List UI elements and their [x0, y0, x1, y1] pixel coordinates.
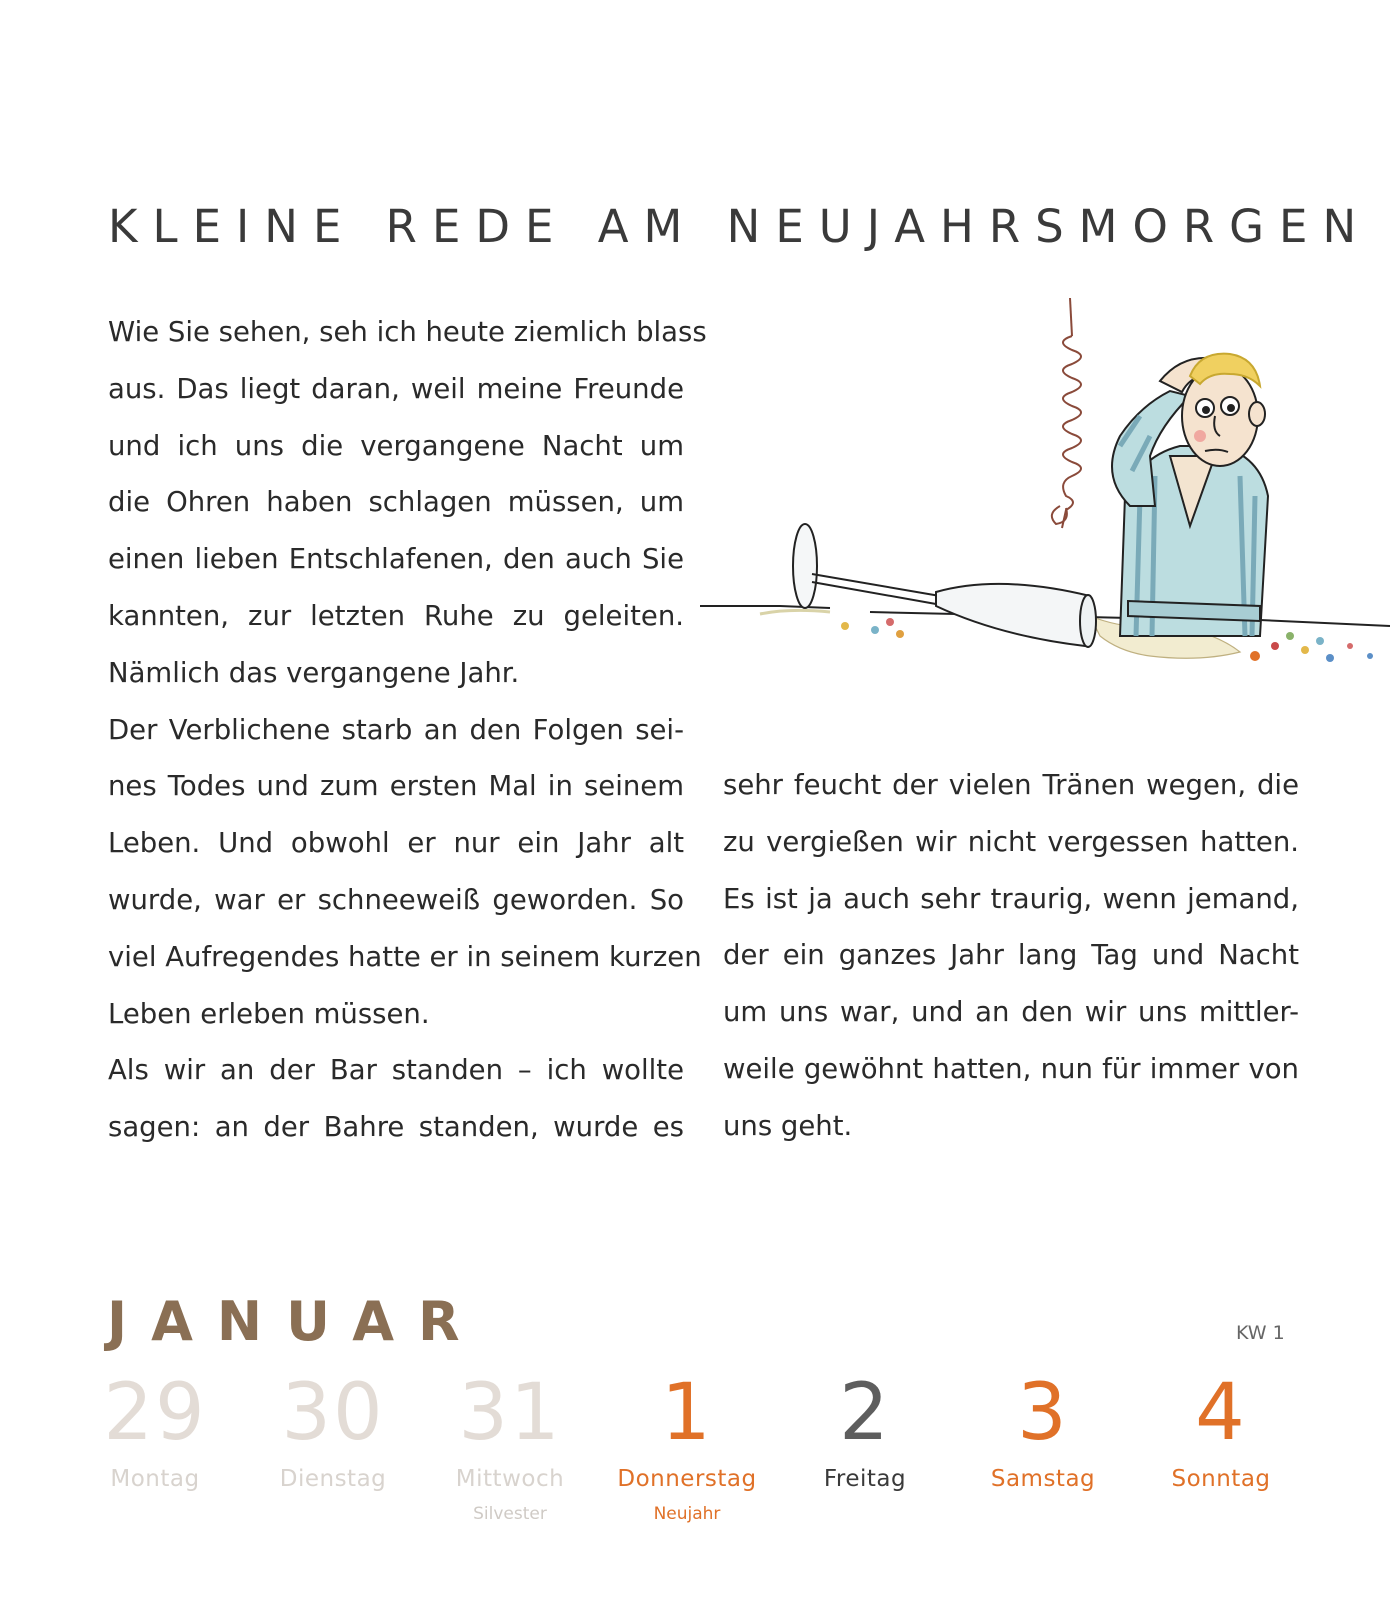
text-line: sehr feucht der vielen Tränen wegen, die	[723, 769, 1299, 801]
text-line: einen lieben Entschlafenen, den auch Sie	[108, 543, 684, 576]
day-thursday	[607, 1370, 767, 1524]
hangover-illustration	[700, 296, 1390, 716]
day-name: Dienstag	[279, 1466, 387, 1492]
calendar-week: KW 1	[1236, 1322, 1285, 1344]
day-sunday	[1141, 1370, 1301, 1492]
day-name: Mittwoch	[455, 1466, 565, 1492]
text-line: uns geht.	[723, 1109, 853, 1142]
holiday-note: Neujahr	[653, 1504, 721, 1524]
text-line: wurde, war er schneeweiß geworden. So	[108, 883, 684, 916]
page-title: KLEINE REDE AM NEUJAHRSMORGEN	[108, 200, 1372, 253]
day-number: 30	[281, 1368, 385, 1458]
day-number: 1	[661, 1368, 713, 1458]
text-line: Der Verblichene starb an den Folgen sei-	[108, 713, 684, 746]
text-line: Leben. Und obwohl er nur ein Jahr alt	[108, 827, 684, 860]
text-line: weile gewöhnt hatten, nun für immer von	[723, 1052, 1299, 1085]
day-number: 29	[103, 1368, 207, 1458]
holiday-note: Silvester	[473, 1504, 547, 1524]
day-name: Samstag	[990, 1466, 1096, 1492]
day-name: Montag	[110, 1466, 200, 1492]
champagne-glass	[793, 524, 1096, 647]
day-number: 2	[839, 1368, 891, 1458]
text-line: Als wir an der Bar standen – ich wollte	[108, 1054, 684, 1087]
text-line: zu vergießen wir nicht vergessen hatten.	[723, 825, 1299, 858]
day-monday	[75, 1370, 235, 1492]
day-friday	[785, 1370, 945, 1492]
text-line: Leben erleben müssen.	[108, 997, 430, 1030]
day-tuesday	[253, 1370, 413, 1492]
day-name: Donnerstag	[617, 1466, 757, 1492]
day-number: 31	[458, 1368, 562, 1458]
day-wednesday	[430, 1370, 590, 1524]
text-line: Nämlich das vergangene Jahr.	[108, 656, 520, 689]
text-line: nes Todes und zum ersten Mal in seinem	[108, 770, 684, 803]
day-name: Sonntag	[1171, 1466, 1271, 1492]
man-in-robe	[1112, 354, 1268, 636]
text-line: Wie Sie sehen, seh ich heute ziemlich blass	[108, 316, 707, 348]
text-column-left	[108, 304, 707, 1156]
text-line: und ich uns die vergangene Nacht um	[108, 429, 684, 462]
month-label: JANUAR	[107, 1290, 484, 1353]
text-line: um uns war, und an den wir uns mittler-	[723, 996, 1299, 1029]
text-line: der ein ganzes Jahr lang Tag und Nacht	[723, 939, 1299, 972]
text-line: kannten, zur letzten Ruhe zu geleiten.	[108, 599, 684, 632]
text-line: sagen: an der Bahre standen, wurde es	[108, 1111, 684, 1144]
text-line: Es ist ja auch sehr traurig, wenn jemand,	[723, 882, 1299, 915]
day-number: 4	[1195, 1368, 1247, 1458]
text-line: viel Aufregendes hatte er in seinem kurzen	[108, 940, 702, 973]
day-number: 3	[1017, 1368, 1069, 1458]
day-saturday	[963, 1370, 1123, 1492]
streamer-icon	[1052, 298, 1081, 528]
text-column-right	[723, 757, 1299, 1155]
text-line: die Ohren haben schlagen müssen, um	[108, 486, 684, 519]
day-name: Freitag	[823, 1466, 907, 1492]
text-line: aus. Das liegt daran, weil meine Freunde	[108, 372, 684, 405]
